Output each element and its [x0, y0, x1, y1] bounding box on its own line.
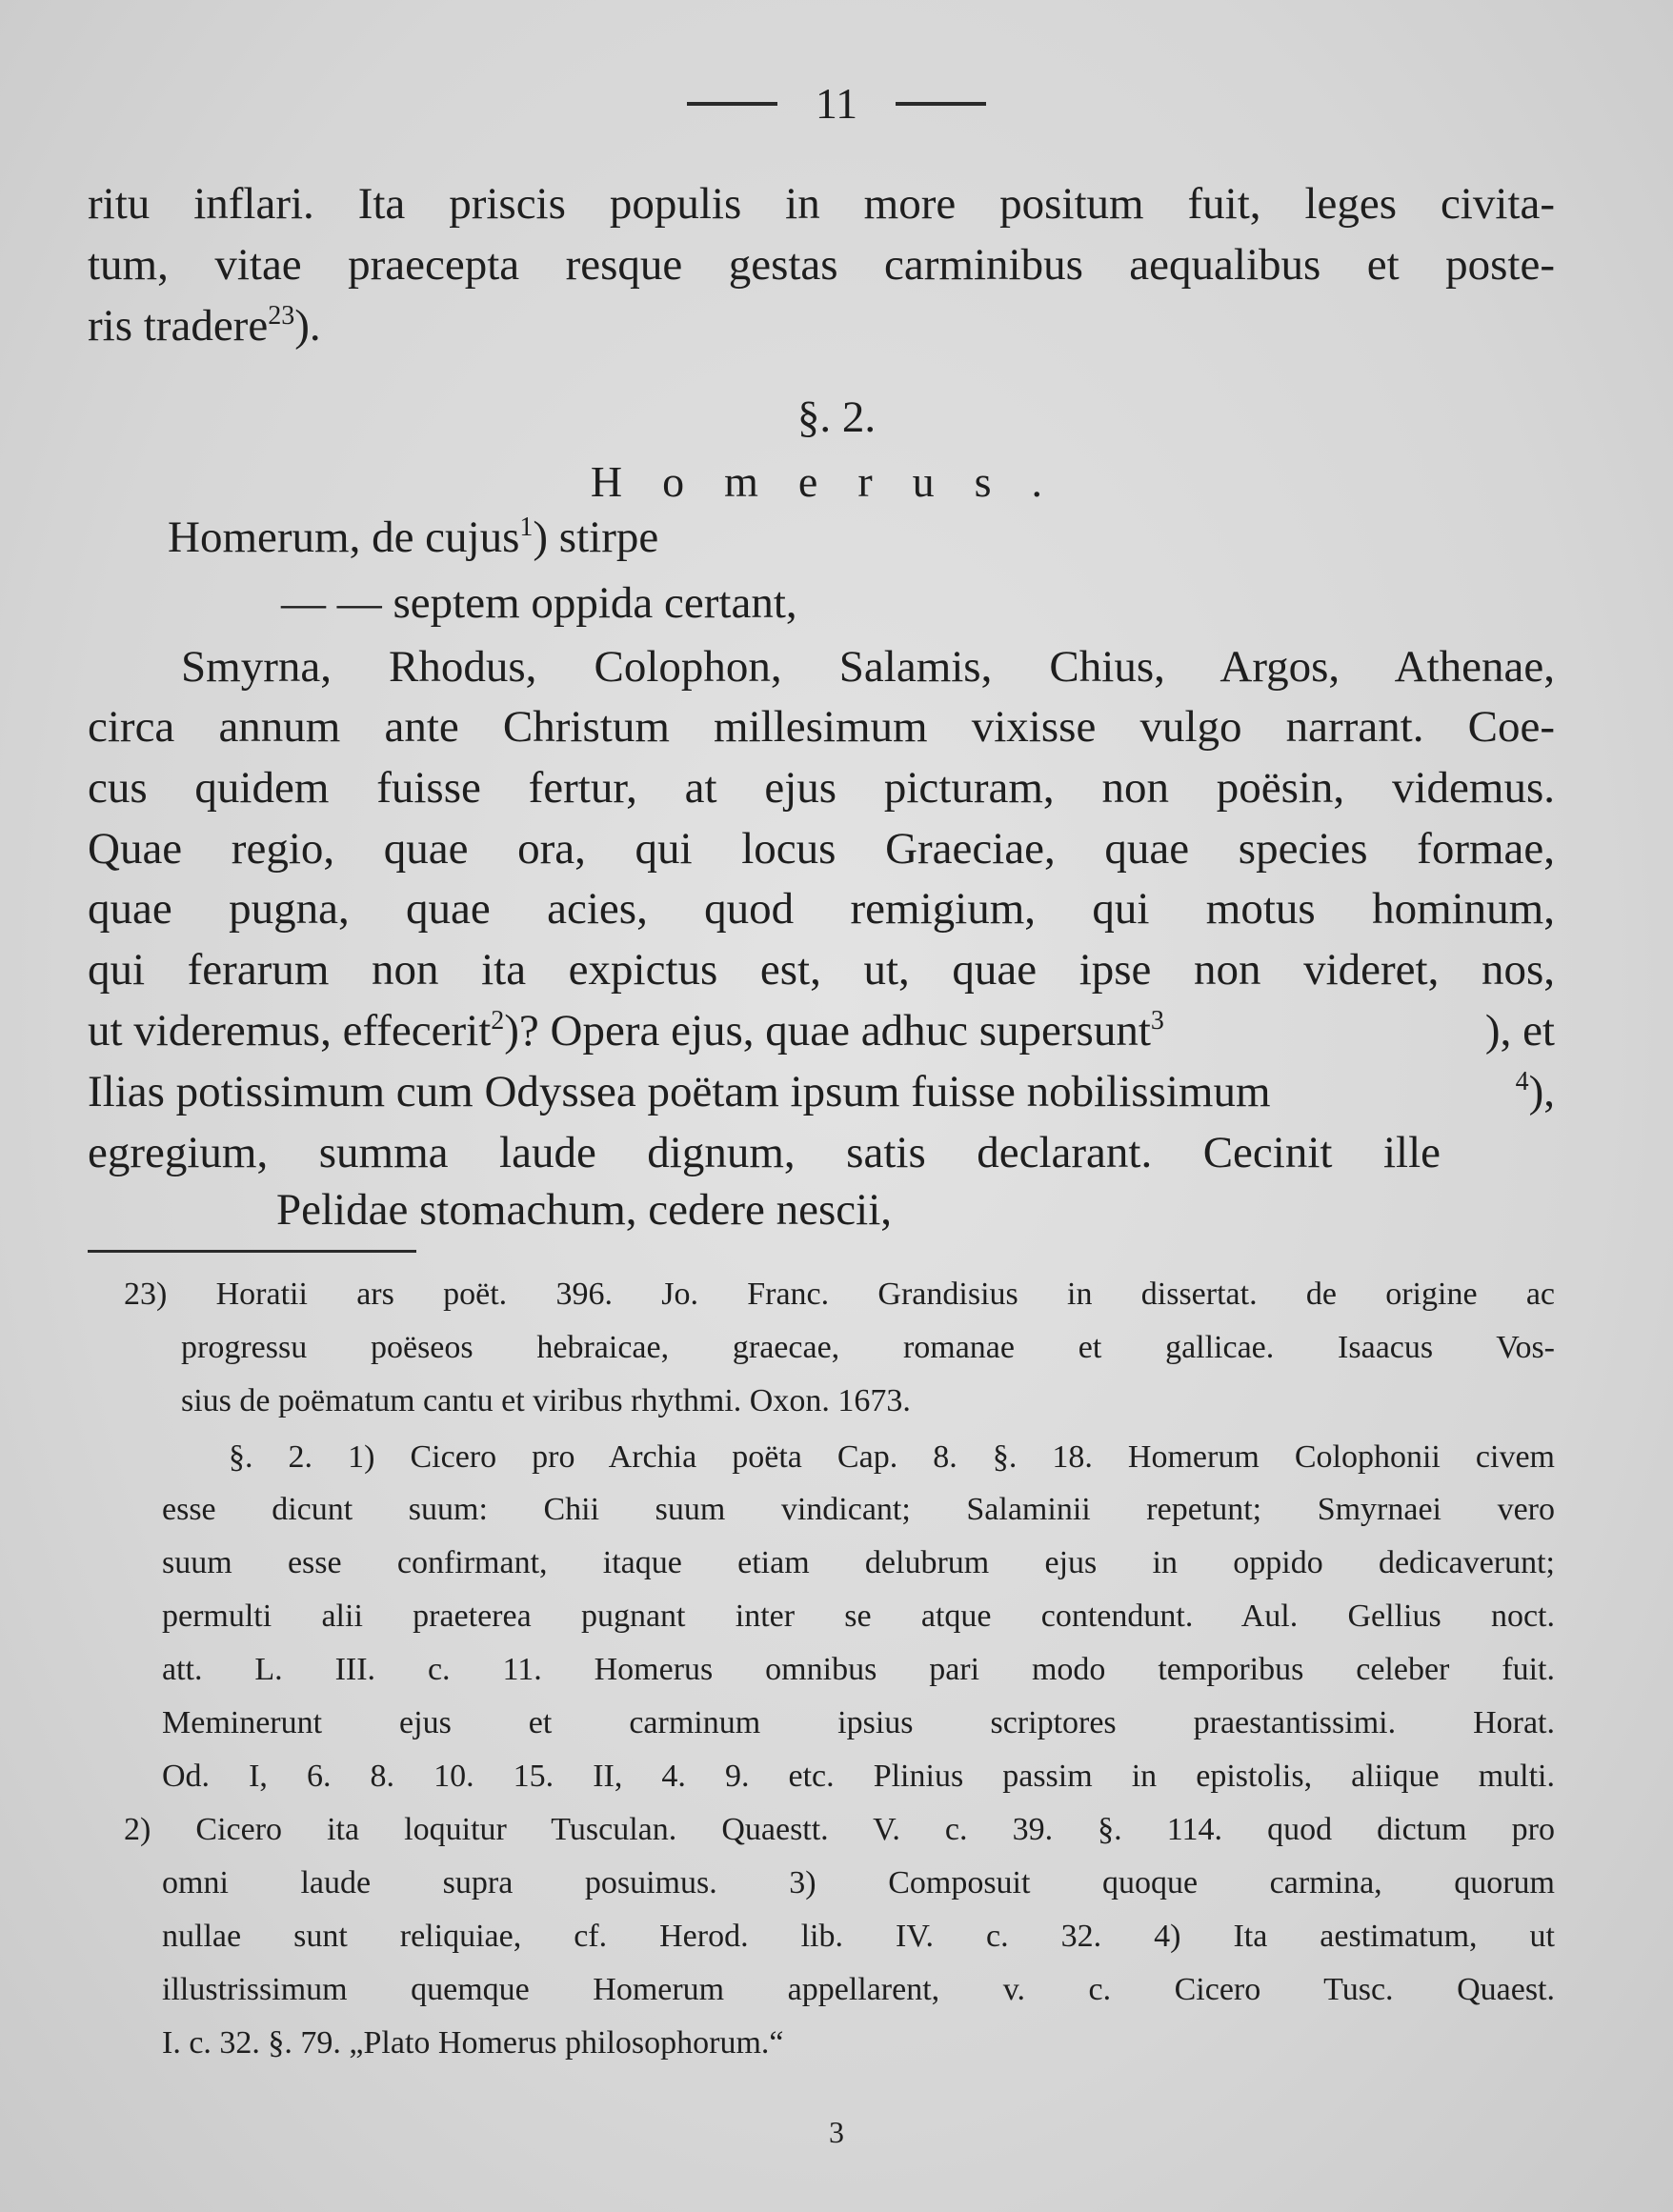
para-line-8: egregium, summa laude dignum, satis declarant. Cecinit ille	[88, 1128, 1441, 1177]
section-title: Homerus.	[590, 457, 1083, 506]
footnote-line-8: att. L. III. c. 11. Homerus omnibus pari modo temporibus celeber fuit.	[162, 1652, 1555, 1687]
para-line-3: Quae regio, quae ora, qui locus Graeciae, quae species formae,	[88, 824, 1555, 874]
footnote-line-15: I. c. 32. §. 79. „Plato Homerus philosophorum.“	[162, 2025, 784, 2061]
body-line-3-text: ris tradere	[88, 301, 269, 351]
signature-mark: 3	[829, 2115, 844, 2149]
header-dash-left	[687, 102, 777, 106]
para-line-6-part-1	[88, 1002, 1164, 1059]
para-line-7-text-a: Ilias potissimum cum Odyssea poëtam ipsum fuisse nobilissimum	[88, 1067, 1271, 1116]
header-dash-right	[896, 102, 986, 106]
footnote-line-5: esse dicunt suum: Chii suum vindicant; Salaminii repetunt; Smyrnaei vero	[162, 1492, 1555, 1527]
footnote-line-2: progressu poëseos hebraicae, graecae, romanae et gallicae. Isaacus Vos-	[181, 1330, 1555, 1365]
page-number: 11	[815, 79, 858, 128]
verse-line: Pelidae stomachum, cedere nescii,	[276, 1185, 892, 1235]
footnote-line-4: §. 2. 1) Cicero pro Archia poëta Cap. 8. §. 18. Homerum Colophonii civem	[229, 1439, 1555, 1475]
footnote-line-1: 23) Horatii ars poët. 396. Jo. Franc. Grandisius in dissertat. de origine ac	[124, 1277, 1555, 1312]
footnote-line-11: 2) Cicero ita loquitur Tusculan. Quaestt. V. c. 39. §. 114. quod dictum pro	[124, 1812, 1555, 1847]
homerus-line	[168, 509, 658, 566]
para-line-7-text-b: ),	[1528, 1067, 1555, 1116]
footnote-ref-3: 3	[1150, 1006, 1164, 1036]
section-number: §. 2.	[796, 392, 877, 442]
body-line-2: tum, vitae praecepta resque gestas carminibus aequalibus et poste-	[88, 240, 1555, 290]
quote-line-1: — — septem oppida certant,	[281, 578, 797, 628]
page-header	[0, 78, 1673, 129]
quote-line-2: Smyrna, Rhodus, Colophon, Salamis, Chius, Argos, Athenae,	[181, 642, 1555, 692]
footnote-line-7: permulti alii praeterea pugnant inter se atque contendunt. Aul. Gellius noct.	[162, 1599, 1555, 1634]
para-line-2: cus quidem fuisse fertur, at ejus picturam, non poësin, videmus.	[88, 763, 1555, 813]
footnote-line-12: omni laude supra posuimus. 3) Composuit quoque carmina, quorum	[162, 1865, 1555, 1900]
para-line-1: circa annum ante Christum millesimum vixisse vulgo narrant. Coe-	[88, 702, 1555, 752]
homerus-line-text: Homerum, de cujus	[168, 513, 520, 562]
para-line-6-text-a: ut videremus, effecerit	[88, 1006, 492, 1056]
para-line-6-text-b: )? Opera ejus, quae adhuc supersunt	[504, 1006, 1151, 1056]
para-line-5: qui ferarum non ita expictus est, ut, quae ipse non videret, nos,	[88, 945, 1555, 995]
footnote-line-13: nullae sunt reliquiae, cf. Herod. lib. IV. c. 32. 4) Ita aestimatum, ut	[162, 1919, 1555, 1954]
footnote-line-9: Meminerunt ejus et carminum ipsius scriptores praestantissimi. Horat.	[162, 1705, 1555, 1740]
footnote-ref-2: 2	[491, 1006, 505, 1036]
para-line-6-text-c: ), et	[1484, 1006, 1555, 1056]
para-line-4: quae pugna, quae acies, quod remigium, qui motus hominum,	[88, 884, 1555, 934]
homerus-line-tail: ) stirpe	[533, 513, 659, 562]
footnote-separator	[88, 1250, 416, 1253]
body-line-1: ritu inflari. Ita priscis populis in more positum fuit, leges civita-	[88, 179, 1555, 229]
body-line-3	[88, 297, 321, 354]
footnote-ref-4: 4	[1515, 1067, 1529, 1096]
footnote-line-3: sius de poëmatum cantu et viribus rhythmi. Oxon. 1673.	[181, 1383, 911, 1418]
para-line-7	[88, 1063, 1555, 1120]
footnote-line-14: illustrissimum quemque Homerum appellarent, v. c. Cicero Tusc. Quaest.	[162, 1972, 1555, 2007]
footnote-ref-23: 23	[268, 301, 295, 331]
footnote-line-6: suum esse confirmant, itaque etiam delubrum ejus in oppido dedicaverunt;	[162, 1545, 1555, 1580]
body-line-3-tail: ).	[294, 301, 321, 351]
footnote-ref-1: 1	[519, 513, 534, 542]
para-line-7-part-2	[1516, 1063, 1555, 1120]
footnote-line-10: Od. I, 6. 8. 10. 15. II, 4. 9. etc. Plinius passim in epistolis, aliique multi.	[162, 1759, 1555, 1794]
para-line-6	[88, 1002, 1555, 1059]
